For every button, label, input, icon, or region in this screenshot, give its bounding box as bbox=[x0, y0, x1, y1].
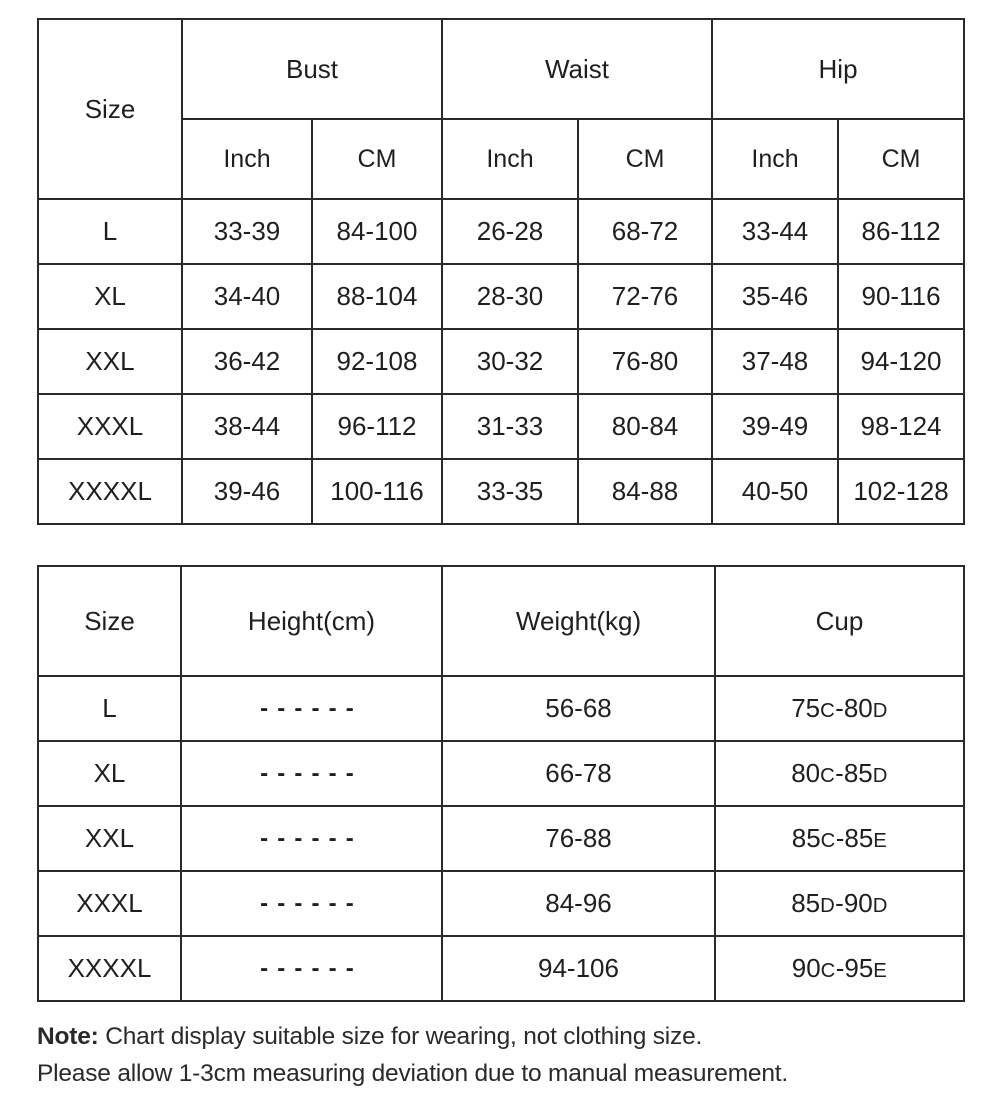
bust-cm-header: CM bbox=[312, 119, 442, 199]
height-cell: ------ bbox=[181, 871, 442, 936]
table-row bbox=[38, 806, 964, 871]
waist-cm-cell: 72-76 bbox=[578, 264, 712, 329]
cup-cell: 75C-80D bbox=[715, 676, 964, 741]
fit-header-row bbox=[38, 566, 964, 676]
note-label: Note: bbox=[37, 1023, 99, 1050]
waist-inch-cell: 31-33 bbox=[442, 394, 578, 459]
size-cell: XL bbox=[38, 264, 182, 329]
cup-cell: 85C-85E bbox=[715, 806, 964, 871]
table-row bbox=[38, 394, 964, 459]
col-header-bust: Bust bbox=[182, 19, 442, 119]
note-line-2: Please allow 1-3cm measuring deviation due to manual measurement. bbox=[37, 1060, 788, 1087]
table-row bbox=[38, 199, 964, 264]
col-header-size: Size bbox=[38, 566, 181, 676]
height-cell: ------ bbox=[181, 741, 442, 806]
bust-cm-cell: 92-108 bbox=[312, 329, 442, 394]
bust-inch-cell: 36-42 bbox=[182, 329, 312, 394]
bust-inch-cell: 33-39 bbox=[182, 199, 312, 264]
fit-table bbox=[37, 565, 965, 1002]
table-row bbox=[38, 741, 964, 806]
hip-cm-header: CM bbox=[838, 119, 964, 199]
hip-inch-cell: 35-46 bbox=[712, 264, 838, 329]
table-row bbox=[38, 871, 964, 936]
size-cell: XXXL bbox=[38, 394, 182, 459]
hip-inch-cell: 33-44 bbox=[712, 199, 838, 264]
waist-inch-cell: 28-30 bbox=[442, 264, 578, 329]
table-row bbox=[38, 936, 964, 1001]
bust-inch-cell: 34-40 bbox=[182, 264, 312, 329]
hip-inch-cell: 37-48 bbox=[712, 329, 838, 394]
weight-cell: 66-78 bbox=[442, 741, 715, 806]
bust-cm-cell: 96-112 bbox=[312, 394, 442, 459]
waist-cm-header: CM bbox=[578, 119, 712, 199]
waist-cm-cell: 84-88 bbox=[578, 459, 712, 524]
table-row bbox=[38, 329, 964, 394]
group-header-row bbox=[38, 19, 964, 119]
hip-cm-cell: 94-120 bbox=[838, 329, 964, 394]
measurement-table bbox=[37, 18, 965, 525]
size-cell: L bbox=[38, 199, 182, 264]
size-cell: XXXL bbox=[38, 871, 181, 936]
bust-cm-cell: 88-104 bbox=[312, 264, 442, 329]
col-header-waist: Waist bbox=[442, 19, 712, 119]
height-cell: ------ bbox=[181, 676, 442, 741]
hip-cm-cell: 86-112 bbox=[838, 199, 964, 264]
bust-cm-cell: 100-116 bbox=[312, 459, 442, 524]
note-block bbox=[37, 1018, 963, 1092]
table-row bbox=[38, 264, 964, 329]
col-header-hip: Hip bbox=[712, 19, 964, 119]
weight-cell: 94-106 bbox=[442, 936, 715, 1001]
waist-inch-cell: 26-28 bbox=[442, 199, 578, 264]
col-header-size: Size bbox=[38, 19, 182, 199]
size-cell: XL bbox=[38, 741, 181, 806]
bust-inch-cell: 38-44 bbox=[182, 394, 312, 459]
weight-cell: 84-96 bbox=[442, 871, 715, 936]
col-header-weight: Weight(kg) bbox=[442, 566, 715, 676]
table-row bbox=[38, 459, 964, 524]
height-cell: ------ bbox=[181, 806, 442, 871]
hip-cm-cell: 90-116 bbox=[838, 264, 964, 329]
hip-cm-cell: 98-124 bbox=[838, 394, 964, 459]
waist-cm-cell: 68-72 bbox=[578, 199, 712, 264]
waist-cm-cell: 76-80 bbox=[578, 329, 712, 394]
bust-inch-header: Inch bbox=[182, 119, 312, 199]
waist-inch-cell: 30-32 bbox=[442, 329, 578, 394]
hip-inch-header: Inch bbox=[712, 119, 838, 199]
weight-cell: 56-68 bbox=[442, 676, 715, 741]
cup-cell: 90C-95E bbox=[715, 936, 964, 1001]
size-cell: XXL bbox=[38, 329, 182, 394]
bust-cm-cell: 84-100 bbox=[312, 199, 442, 264]
hip-cm-cell: 102-128 bbox=[838, 459, 964, 524]
cup-cell: 85D-90D bbox=[715, 871, 964, 936]
waist-inch-header: Inch bbox=[442, 119, 578, 199]
size-cell: L bbox=[38, 676, 181, 741]
table-row bbox=[38, 676, 964, 741]
hip-inch-cell: 40-50 bbox=[712, 459, 838, 524]
col-header-cup: Cup bbox=[715, 566, 964, 676]
waist-cm-cell: 80-84 bbox=[578, 394, 712, 459]
hip-inch-cell: 39-49 bbox=[712, 394, 838, 459]
waist-inch-cell: 33-35 bbox=[442, 459, 578, 524]
note-line-1 bbox=[37, 1018, 963, 1055]
size-cell: XXL bbox=[38, 806, 181, 871]
height-cell: ------ bbox=[181, 936, 442, 1001]
cup-cell: 80C-85D bbox=[715, 741, 964, 806]
col-header-height: Height(cm) bbox=[181, 566, 442, 676]
weight-cell: 76-88 bbox=[442, 806, 715, 871]
size-cell: XXXXL bbox=[38, 936, 181, 1001]
size-cell: XXXXL bbox=[38, 459, 182, 524]
note-text-1: Chart display suitable size for wearing, not clothing size. bbox=[98, 1023, 703, 1050]
bust-inch-cell: 39-46 bbox=[182, 459, 312, 524]
